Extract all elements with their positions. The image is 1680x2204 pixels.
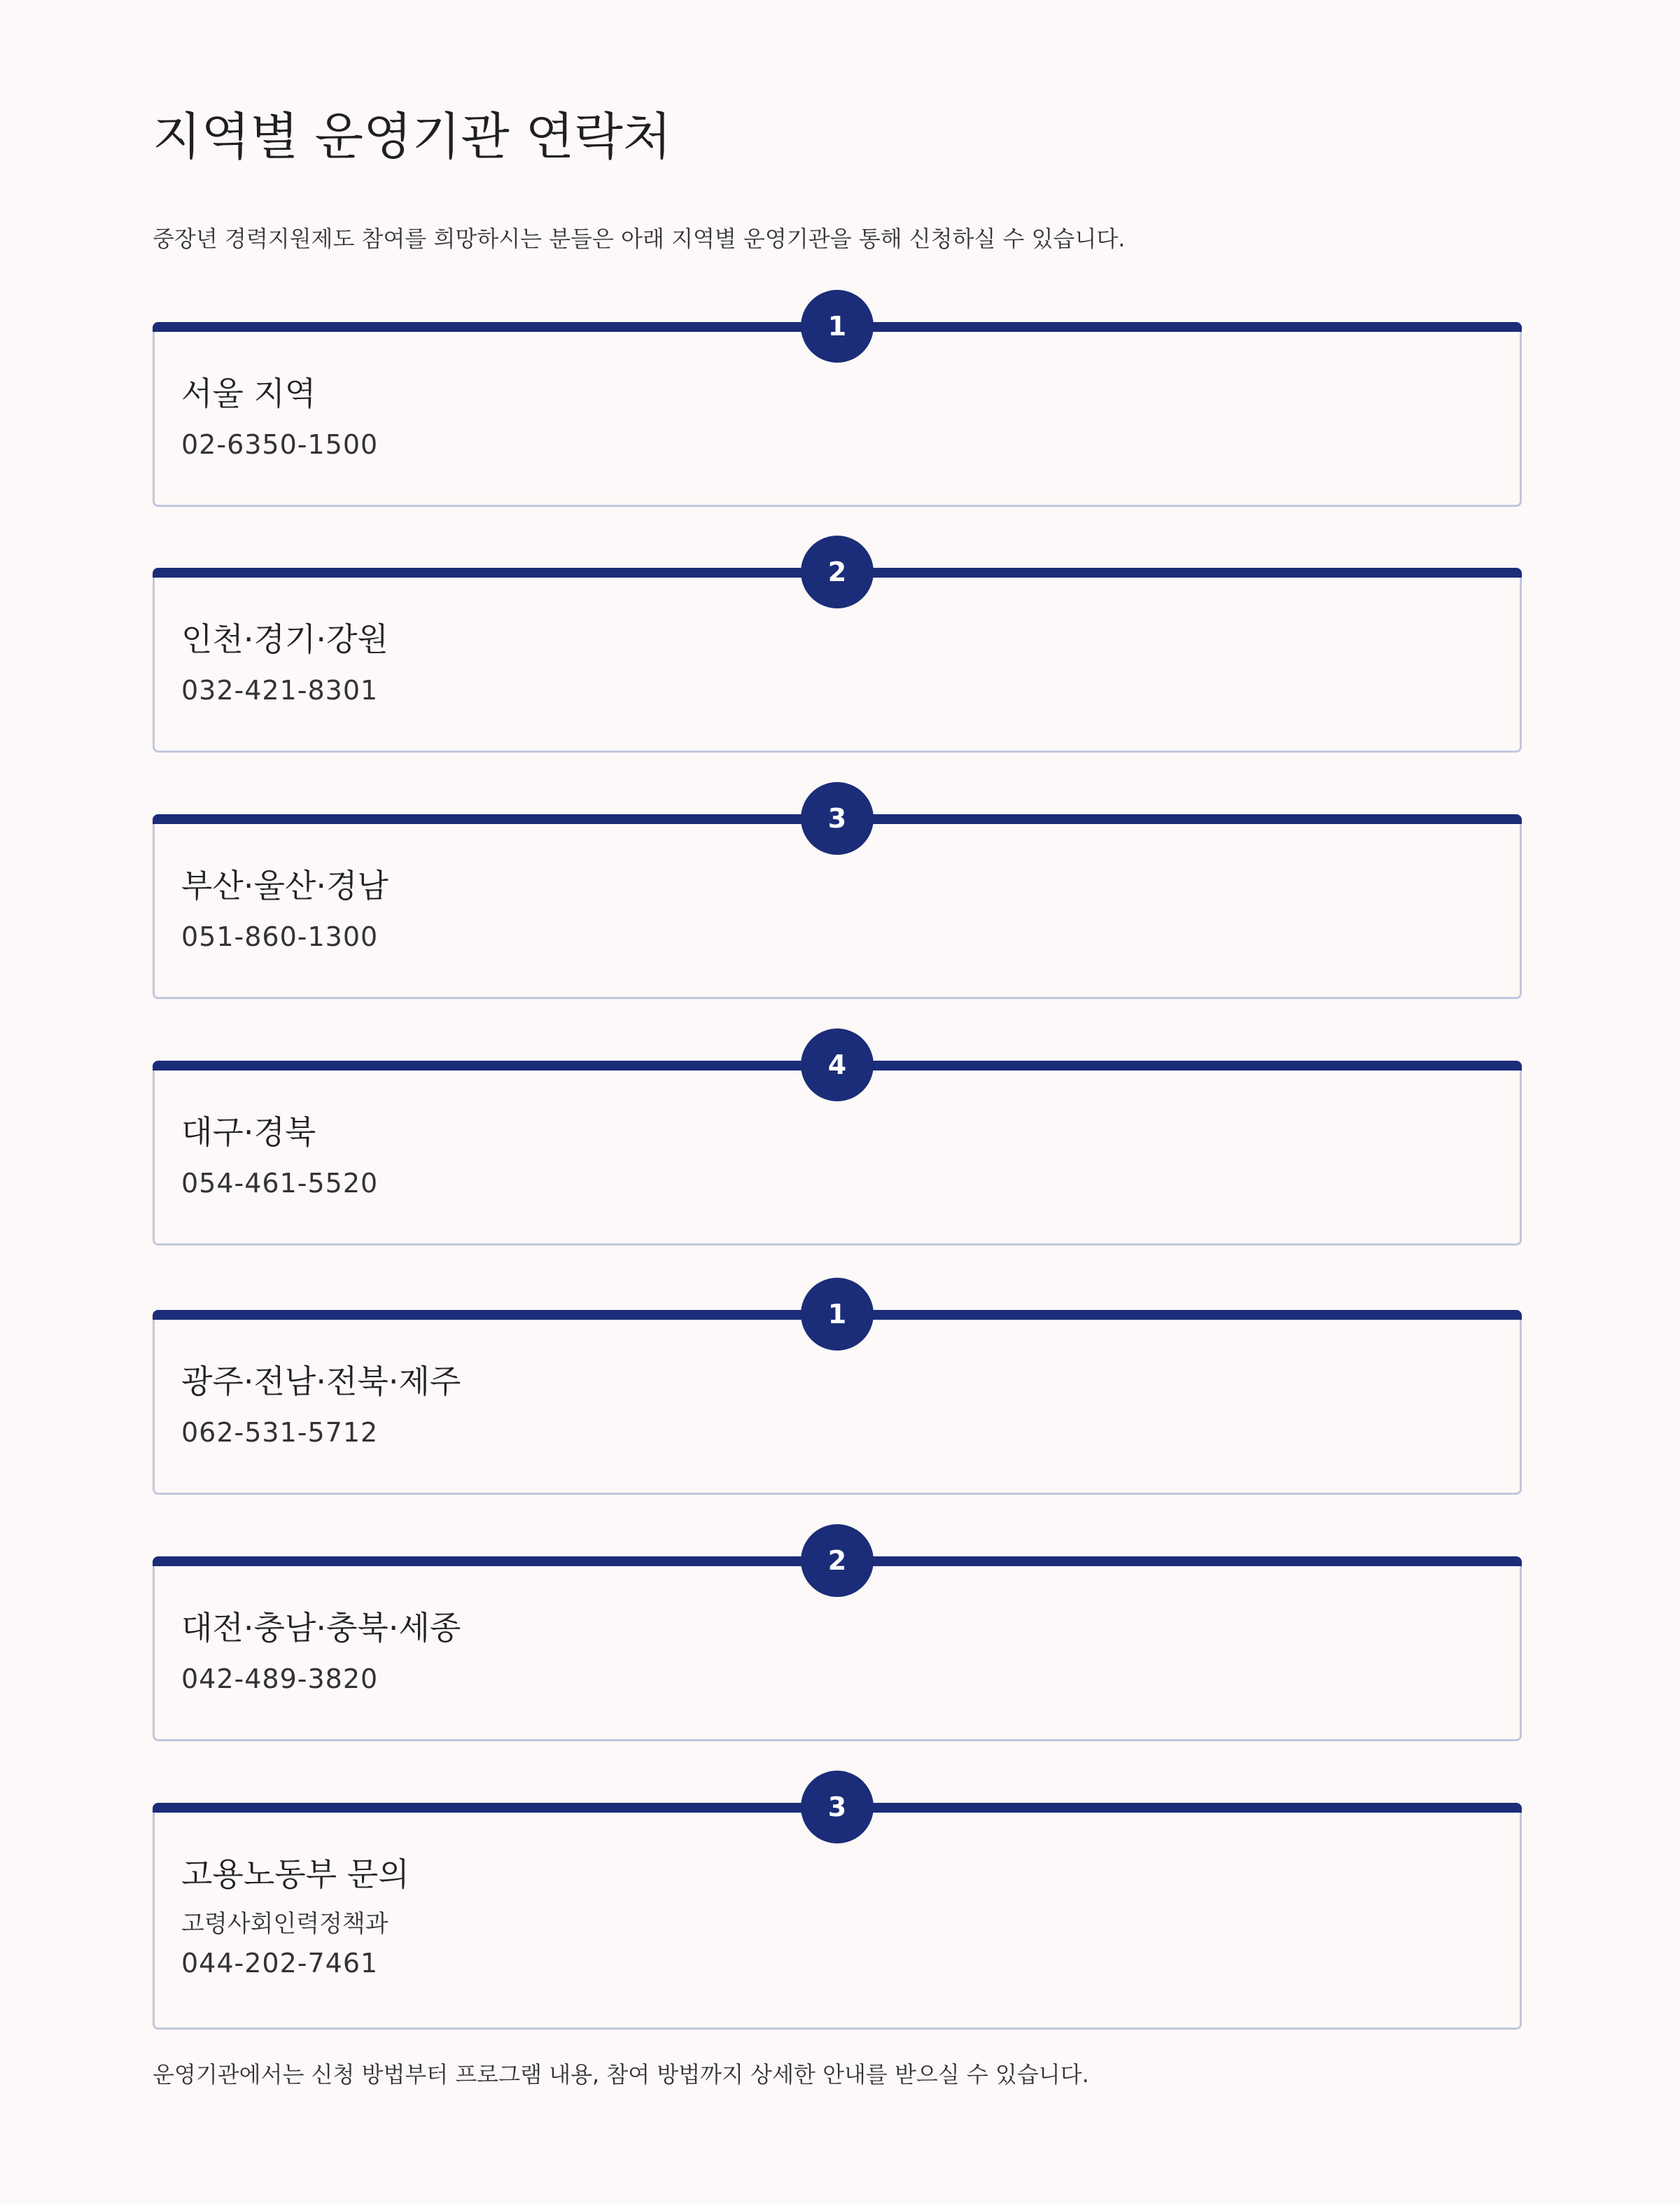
phone-number[interactable]: 032-421-8301	[181, 675, 379, 706]
contact-card-daejeon	[153, 1545, 1522, 1741]
footer-note: 운영기관에서는 신청 방법부터 프로그램 내용, 참여 방법까지 상세한 안내를 받으실 수 있습니다.	[153, 2061, 1089, 2088]
contact-card-daegu	[153, 1049, 1522, 1246]
region-name: 대전·충남·충북·세종	[181, 1609, 461, 1647]
department-name: 고령사회인력정책과	[181, 1910, 388, 1938]
contact-card-incheon	[153, 557, 1522, 753]
phone-number[interactable]: 051-860-1300	[181, 921, 379, 952]
region-name: 광주·전남·전북·제주	[181, 1362, 461, 1400]
region-name: 대구·경북	[181, 1113, 316, 1151]
contact-card-seoul	[153, 311, 1522, 507]
intro-text: 중장년 경력지원제도 참여를 희망하시는 분들은 아래 지역별 운영기관을 통해 신청하실 수 있습니다.	[153, 225, 1126, 252]
phone-number[interactable]: 02-6350-1500	[181, 429, 379, 460]
region-name: 인천·경기·강원	[181, 620, 388, 658]
contact-card-ministry	[153, 1792, 1522, 2030]
page-title: 지역별 운영기관 연락처	[153, 107, 672, 166]
step-badge: 4	[801, 1028, 874, 1101]
phone-number[interactable]: 042-489-3820	[181, 1664, 379, 1694]
step-badge: 3	[801, 782, 874, 855]
contact-card-busan	[153, 803, 1522, 999]
phone-number[interactable]: 044-202-7461	[181, 1948, 379, 1979]
step-badge: 2	[801, 1524, 874, 1597]
step-badge: 3	[801, 1771, 874, 1843]
phone-number[interactable]: 054-461-5520	[181, 1168, 379, 1199]
step-badge: 1	[801, 290, 874, 363]
region-name: 고용노동부 문의	[181, 1855, 410, 1893]
region-name: 부산·울산·경남	[181, 867, 388, 905]
region-name: 서울 지역	[181, 375, 316, 412]
phone-number[interactable]: 062-531-5712	[181, 1417, 379, 1448]
contact-card-gwangju	[153, 1299, 1522, 1495]
step-badge: 2	[801, 536, 874, 608]
step-badge: 1	[801, 1278, 874, 1351]
